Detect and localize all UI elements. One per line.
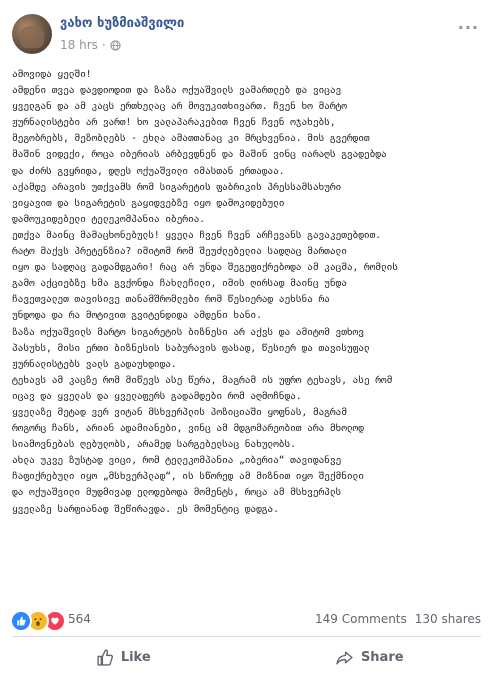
post-text-line: და ოქუაშვილი მუდმივად ელოდებოდა მომენტს, როცა ამ მსხვერპლს [12, 487, 342, 499]
share-arrow-icon [336, 649, 353, 666]
post-text-line: ამოვიდა ყელში! [12, 69, 92, 80]
post-text-line: ყველაზე სარფიანად შეწირავდა. ეს მომენტიც დადგა. [12, 503, 279, 515]
comments-count[interactable]: 149 Comments [315, 612, 407, 626]
like-label: Like [120, 649, 151, 665]
post-actions [0, 638, 493, 676]
post-text-line: ზაზა ოქუაშვილს მარტო სიგარეტის ბიზნესი არ აქვს და ამიტომ ვთხოვ [12, 326, 364, 338]
like-icon [10, 610, 32, 632]
shares-count[interactable]: 130 shares [414, 612, 481, 626]
post-text-line: პასუხს, მისი ერთი ბიზნესის საბურავის ფასად, წესიერ და თავისუფალ [12, 342, 370, 354]
post-text-line: აქამდე არავის უთქვამს რომ სიგარეტის ფაბრიკის პრესსამსახური [12, 181, 342, 193]
post-text-line: ჩავეთვალეთ თავისივე თანამშრომლები რომ წესიერად აეხსნა რა [12, 294, 330, 306]
reactions-bar [0, 604, 493, 634]
post-text-line: ჩაფიქრებული იყო „მსხვერპლად“, ის სწორედ ამ მიზნით იყო შექმნილი [12, 471, 364, 483]
post-text [12, 67, 480, 518]
reaction-count[interactable]: 564 [68, 612, 91, 626]
like-button[interactable] [0, 638, 247, 676]
avatar[interactable] [12, 14, 52, 54]
post-text-line: მეგობრებს, მეზობლებს - ეხლა ამათთანაც კი მრცხვენია. მის გვერდით [12, 133, 370, 145]
post-text-line: ყველაზე მეტად ვერ ვიტან მსხვერპლის პოზიციაში ყოფნას, მაგრამ [12, 406, 347, 418]
post-text-line: ჟურნალისტებს ვალს გადაუხდიდა. [12, 358, 177, 370]
post-text-line: ახლა უკვე ზუსტად ვიცი, რომ ტელეკომპანია „იბერია“ თავიდანვე [12, 455, 342, 467]
post-text-line: ვიყავით და სიგარეტის გაყიდვებზე იყო დამოკიდებული [12, 197, 285, 209]
divider [12, 636, 481, 637]
thumbs-up-icon [96, 649, 113, 666]
more-options-icon[interactable]: ··· [457, 18, 479, 37]
post-meta: 18 hrs · [60, 38, 121, 52]
post-stats [315, 612, 481, 626]
post-text-line: იყო და სადღაც გადამდგარი! რაც არ უნდა შეგეფიქრებოდა ამ კაცმა, რომლის [12, 262, 398, 274]
post-text-line: უნდოდა და რა მოტივით გვიტენდიდა ამდენი ხანი. [12, 310, 262, 322]
post-text-line: და ძირს გვყრიდა, დღეს ოქუაშვილი იმასთან ერთადაა. [12, 165, 285, 177]
post-text-line: ჟურნალისტები არ ვართ! ხო ვალაპარაკებით ჩვენ ჩვენ ოჯახებს, [12, 117, 336, 129]
post-text-line: გამო აქციებზე ხმა გვქონდა ჩახლეჩილი, იმის ღირსად მაინც უნდა [12, 278, 347, 290]
post-text-line: ტეხავს ამ კაცზე რომ მიწევს ასე წერა, მაგრამ ის უფრო ტეხავს, ასე რომ [12, 374, 393, 386]
globe-icon [110, 40, 121, 51]
post-text-line: მაშინ ვიდექი, როცა იბერიას არბევდნენ და მაშინ ვინც იარაღს გვადებდა [12, 149, 387, 161]
post-text-line: იცავ და ყველას და ყველაფერს გადამდები რომ აღმოჩნდა. [12, 390, 302, 402]
post-text-line: ყველგან და ამ კაცს ერთხელაც არ მოვუკითხივართ. ჩვენ ხო მარტო [12, 101, 347, 113]
post-text-line: რატო მაქვს პრეტენზია? იმიტომ რომ შეუძლებელია სადღაც მართალი [12, 246, 347, 258]
reaction-icons[interactable] [10, 610, 61, 632]
post-text-line: ამდენი თვეა დავდიოდით და ზაზა ოქუაშვილს ვამართლებ და ვიცავ [12, 85, 342, 97]
post-text-line: დამოუკიდებელი ტელეკომპანია იბერია. [12, 213, 205, 225]
author-name[interactable]: ვახო ხუზმიაშვილი [60, 16, 185, 31]
share-label: Share [360, 649, 404, 665]
post-text-line: სიამოვნებას ღებულობს, არამედ სარგებელსაც ნახულობს. [12, 439, 296, 451]
share-button[interactable] [247, 638, 493, 676]
post-header [0, 0, 493, 60]
post-text-line: როგორც ჩანს, არიან ადამიანები, ვინც ამ მდგომარეობით არა მხოლოდ [12, 423, 364, 435]
timestamp[interactable]: 18 hrs [60, 38, 98, 52]
post-text-line: ეთქვა მაინც მამაცხონებულს! ყველა ჩვენ ჩვენ არჩევანს გავაკეთებდით. [12, 229, 381, 241]
